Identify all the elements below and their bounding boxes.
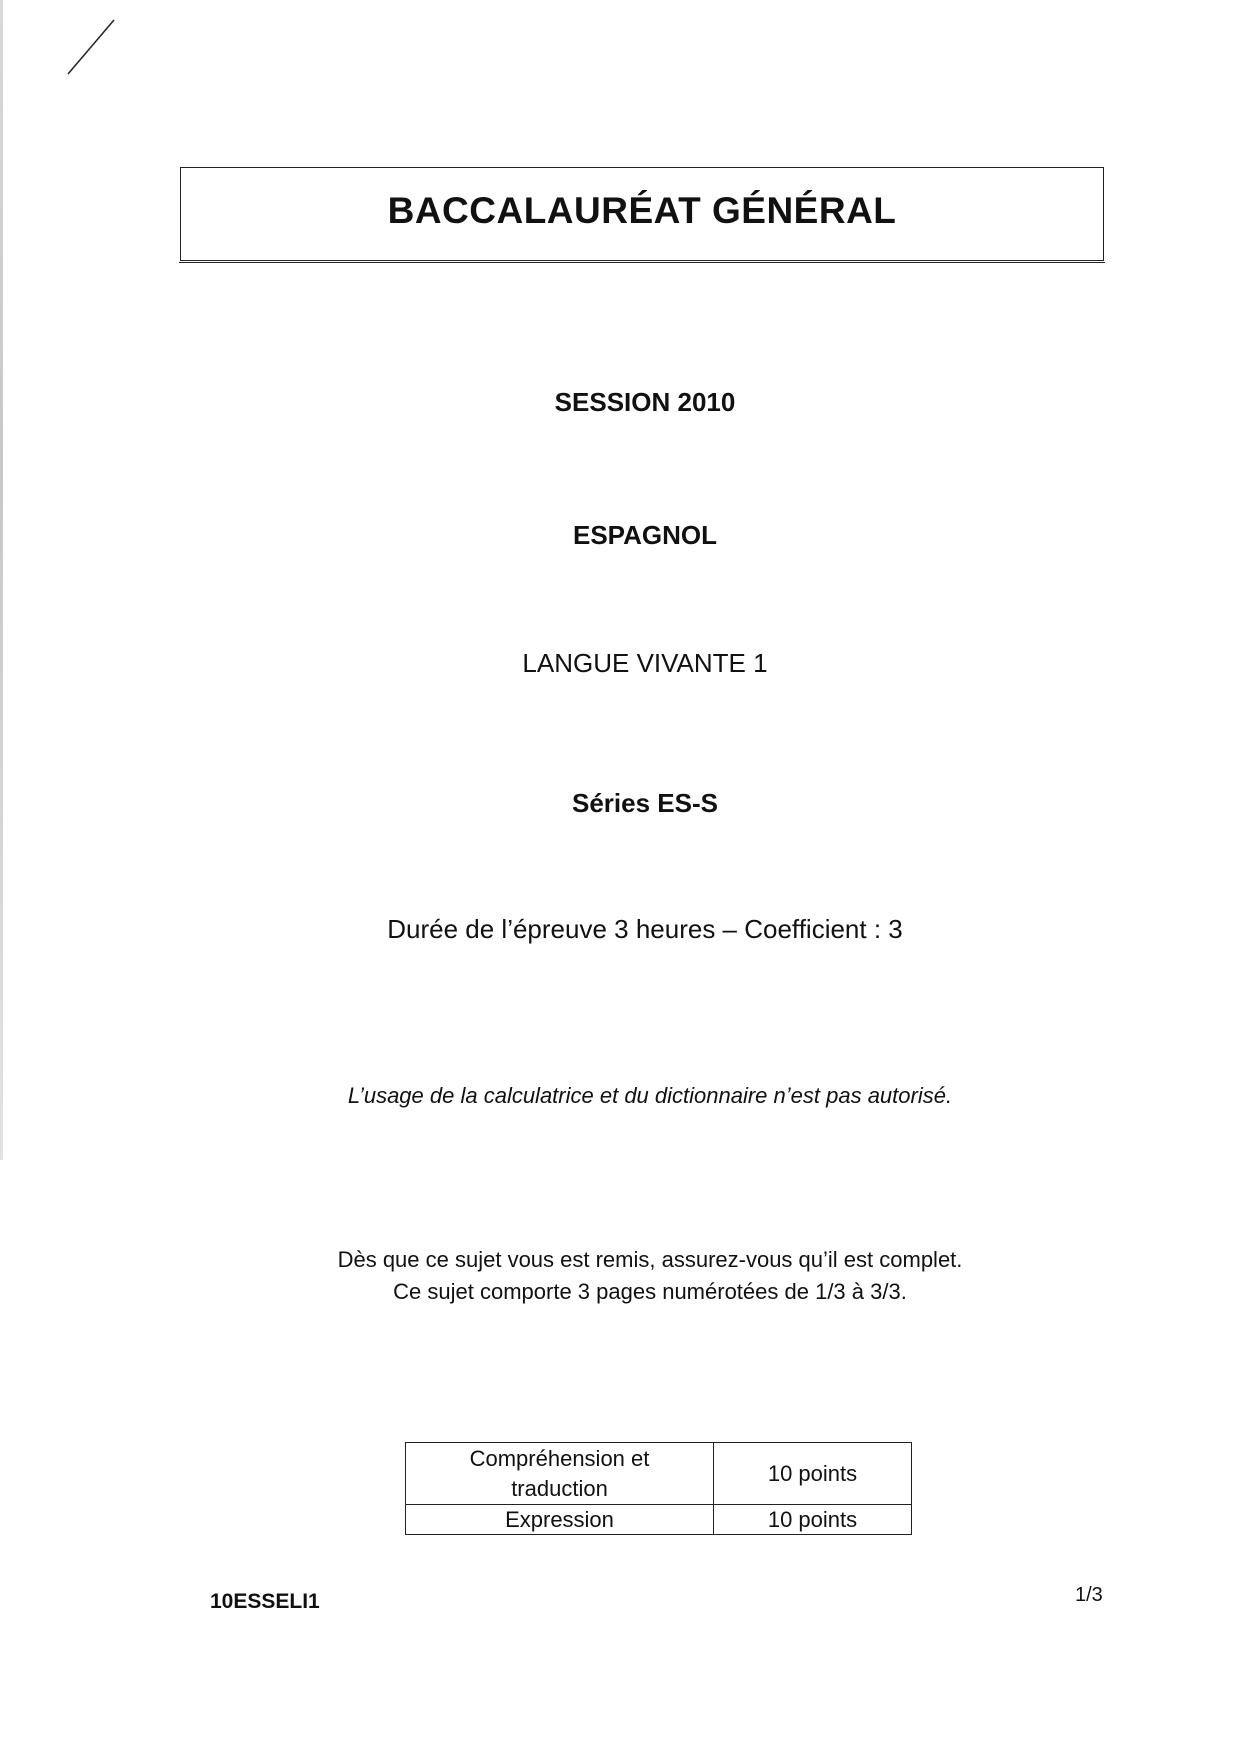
table-row [406, 1505, 912, 1535]
section-cell [406, 1443, 714, 1505]
page-number: 1/3 [1075, 1584, 1103, 1606]
pen-slash-mark [0, 0, 1240, 120]
completeness-notice [0, 1244, 1240, 1308]
series-label: Séries ES-S [572, 788, 718, 818]
page-title: BACCALAURÉAT GÉNÉRAL [387, 190, 897, 231]
calculator-notice: L’usage de la calculatrice et du dictionnaire n’est pas autorisé. [347, 1083, 953, 1108]
section-label-line-1: Compréhension et [469, 1445, 650, 1471]
exam-code: 10ESSELI1 [210, 1590, 320, 1613]
subject-label: ESPAGNOL [573, 520, 717, 550]
completeness-line-1: Dès que ce sujet vous est remis, assurez-vous qu’il est complet. [337, 1247, 963, 1272]
language-level-text: LANGUE VIVANTE 1 [522, 648, 768, 678]
completeness-line-2: Ce sujet comporte 3 pages numérotées de 1/3 à 3/3. [393, 1279, 907, 1304]
scoring-table [405, 1442, 912, 1535]
points-cell: 10 points [714, 1443, 912, 1505]
title-box [180, 167, 1104, 261]
scan-edge-shadow [0, 0, 3, 1160]
duration-label: Durée de l’épreuve 3 heures – Coefficient : 3 [387, 914, 903, 944]
points-cell: 10 points [714, 1505, 912, 1535]
section-label-line-2: traduction [511, 1475, 608, 1501]
section-cell: Expression [406, 1505, 714, 1535]
table-row [406, 1443, 912, 1505]
title-box-underline [179, 262, 1105, 264]
session-label: SESSION 2010 [554, 387, 736, 417]
language-level-label [0, 648, 1240, 679]
